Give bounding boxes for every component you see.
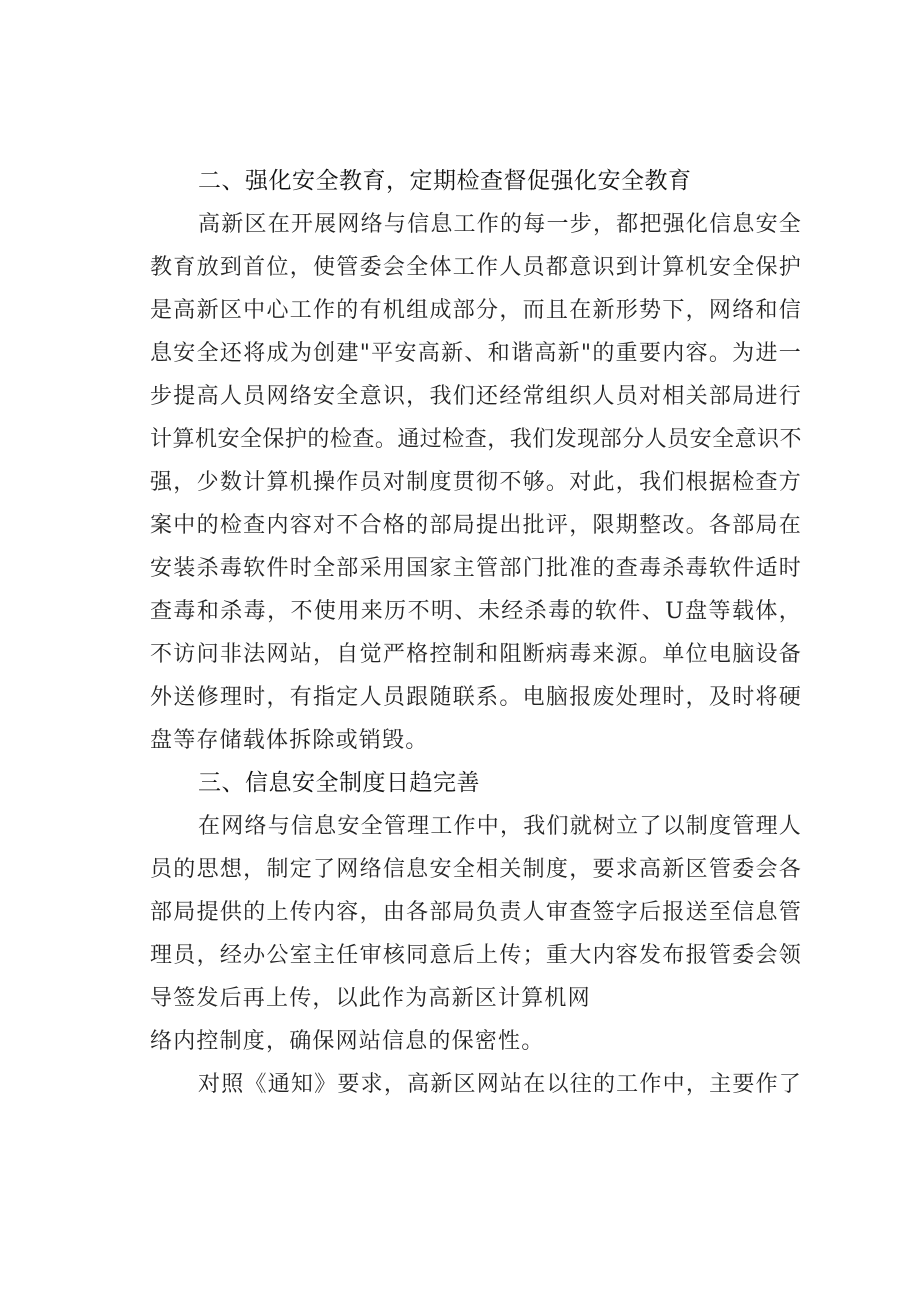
paragraph-line: 步提高人员网络安全意识，我们还经常组织人员对相关部局进行 — [150, 384, 802, 409]
paragraph-line: 理员，经办公室主任审核同意后上传；重大内容发布报管委会领 — [150, 943, 802, 968]
paragraph-line: 查毒和杀毒，不使用来历不明、未经杀毒的软件、U盘等载体， — [150, 599, 802, 624]
paragraph-line: 外送修理时，有指定人员跟随联系。电脑报废处理时，及时将硬 — [150, 685, 802, 710]
paragraph-line: 对照《通知》要求，高新区网站在以往的工作中，主要作了 — [198, 1072, 802, 1097]
paragraph-line: 安装杀毒软件时全部采用国家主管部门批准的查毒杀毒软件适时 — [150, 556, 802, 581]
paragraph-line: 盘等存储载体拆除或销毁。 — [150, 728, 429, 753]
paragraph-line: 是高新区中心工作的有机组成部分，而且在新形势下，网络和信 — [150, 298, 802, 323]
section-heading-3: 三、信息安全制度日趋完善 — [198, 770, 480, 796]
paragraph-line: 强，少数计算机操作员对制度贯彻不够。对此，我们根据检查方 — [150, 470, 802, 495]
paragraph-line: 息安全还将成为创建"平安高新、和谐高新"的重要内容。为进一 — [150, 341, 802, 366]
section-2-paragraph — [150, 203, 802, 762]
document-body — [150, 160, 802, 1106]
section-heading-2: 二、强化安全教育，定期检查督促强化安全教育 — [198, 168, 692, 194]
paragraph-line: 在网络与信息安全管理工作中，我们就树立了以制度管理人 — [198, 814, 802, 839]
paragraph-line: 部局提供的上传内容，由各部局负责人审查签字后报送至信息管 — [150, 900, 802, 925]
paragraph-line: 计算机安全保护的检查。通过检查，我们发现部分人员安全意识不 — [150, 427, 802, 452]
section-3-paragraph — [150, 805, 802, 1063]
paragraph-line: 案中的检查内容对不合格的部局提出批评，限期整改。各部局在 — [150, 513, 802, 538]
closing-paragraph — [150, 1063, 802, 1106]
paragraph-line: 高新区在开展网络与信息工作的每一步，都把强化信息安全 — [198, 212, 802, 237]
paragraph-line: 员的思想，制定了网络信息安全相关制度，要求高新区管委会各 — [150, 857, 802, 882]
paragraph-line: 络内控制度，确保网站信息的保密性。 — [150, 1029, 545, 1054]
paragraph-line: 教育放到首位，使管委会全体工作人员都意识到计算机安全保护 — [150, 255, 802, 280]
paragraph-line: 不访问非法网站，自觉严格控制和阻断病毒来源。单位电脑设备 — [150, 642, 802, 667]
paragraph-line: 导签发后再上传，以此作为高新区计算机网 — [150, 986, 591, 1011]
